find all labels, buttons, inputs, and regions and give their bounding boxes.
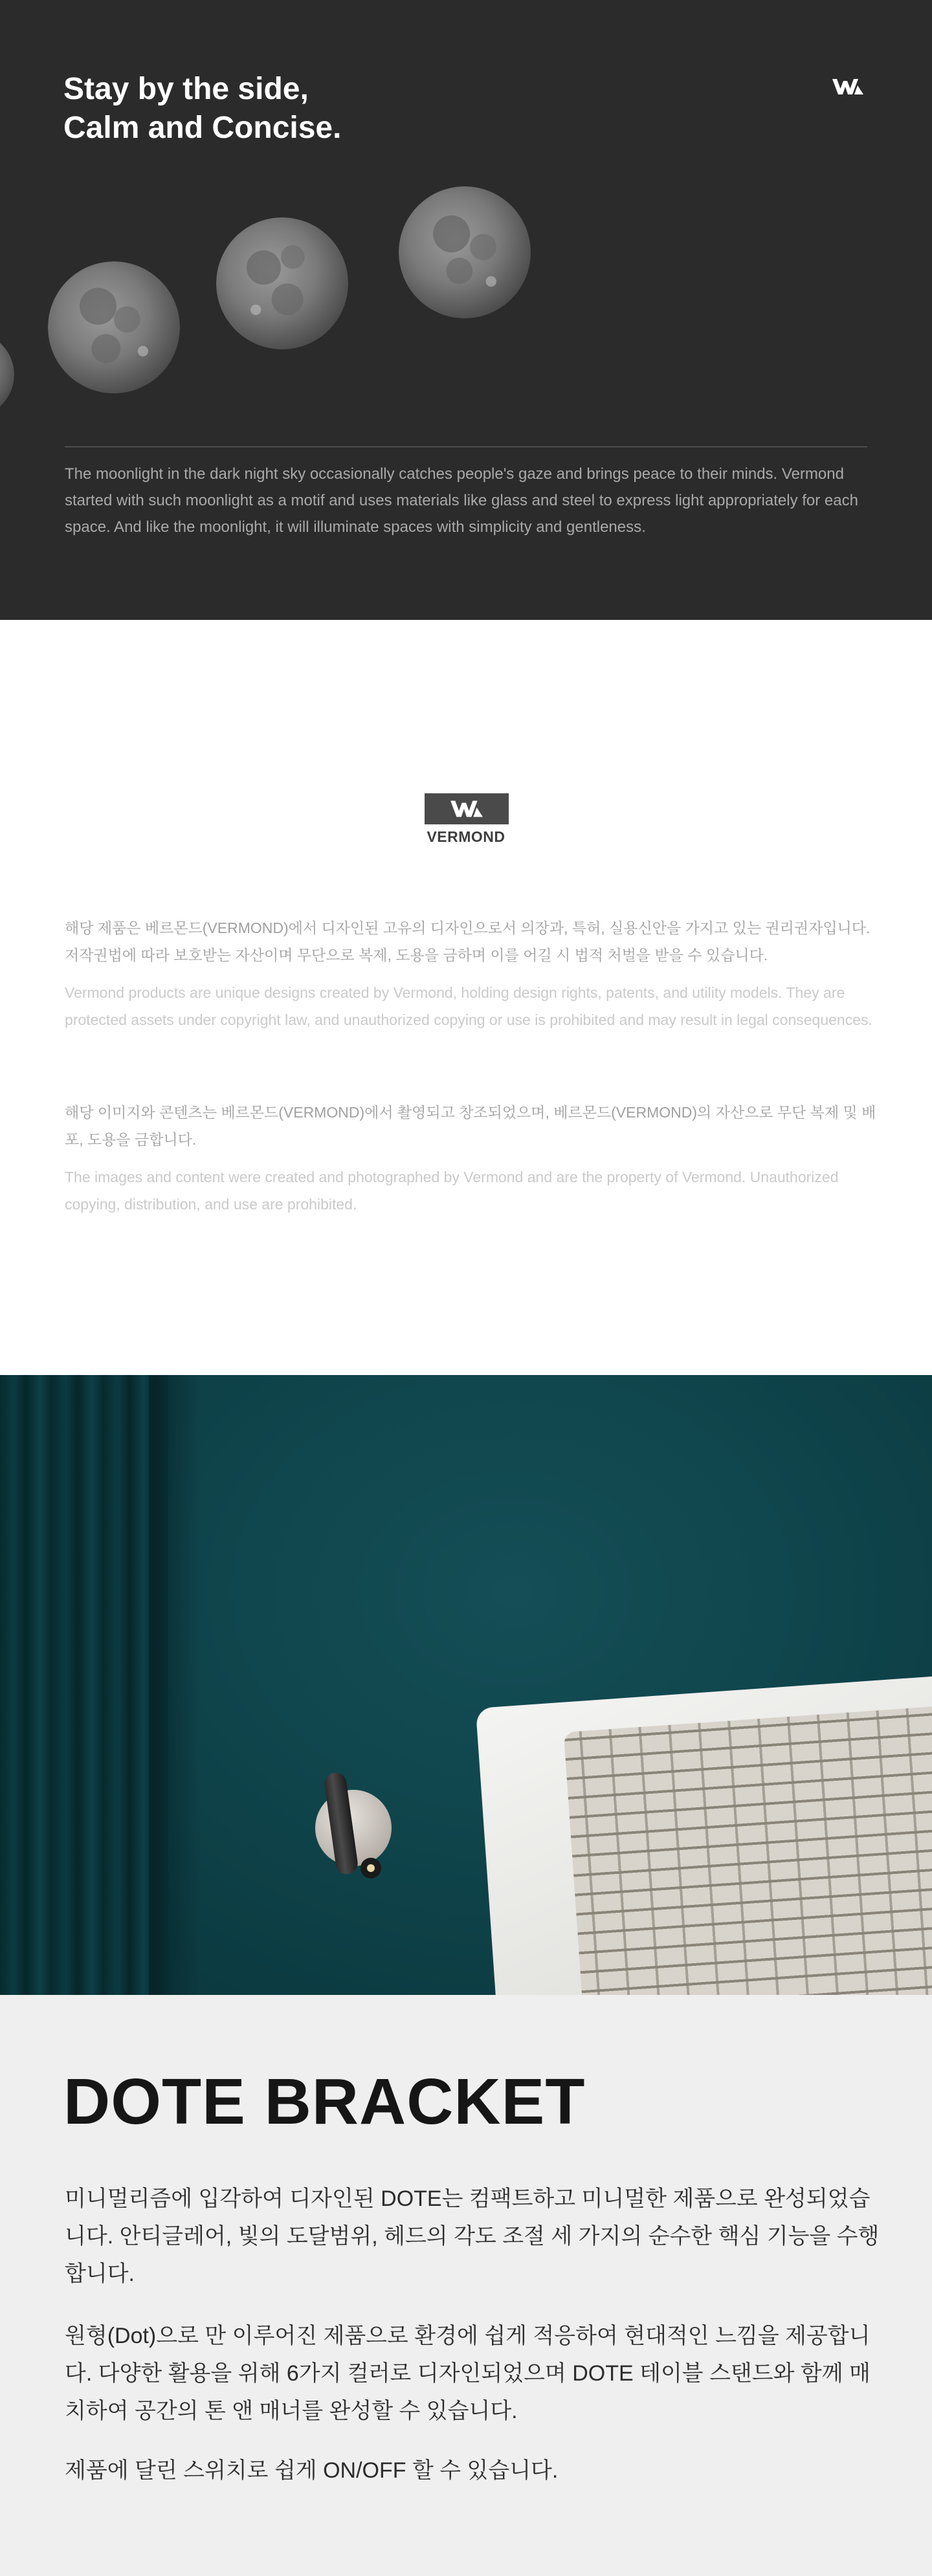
brand-name: VERMOND [427,828,505,845]
hero-tagline [63,70,341,148]
product-description-1: 미니멀리즘에 입각하여 디자인된 DOTE는 컴팩트하고 미니멀한 제품으로 완성되었습니다. 안티글레어, 빛의 도달범위, 헤드의 각도 조절 세 가지의 순수한 핵심 기능을 수행합니다. [65,2186,880,2286]
hero-tagline-line2: Calm and Concise. [63,111,342,145]
moon-image [399,186,531,318]
moon-image [48,261,180,393]
product-lifestyle-photo [0,1375,932,1995]
image-rights-text-en: The images and content were created and photographed by Vermond and are the property of Vermond. Unauthorized copying, distribution, and use are prohibited. [65,1169,839,1213]
pillow-front-image [564,1704,932,1995]
vermond-brand-mark-icon [425,793,509,824]
copyright-text-kr: 해당 제품은 베르몬드(VERMOND)에서 디자인된 고유의 디자인으로서 의장과, 특허, 실용신안을 가지고 있는 권리권자입니다. 저작권법에 따라 보호받는 자산이며 무단으로 복제, 도용을 금하며 이를 어길 시 법적 처벌을 받을 수 있습니다. [65,919,871,963]
hero-divider [65,446,867,447]
hero-section [0,0,932,620]
product-title: DOTE BRACKET [63,2065,586,2138]
image-rights-text-kr: 해당 이미지와 콘텐츠는 베르몬드(VERMOND)에서 촬영되고 창조되었으며, 베르몬드(VERMOND)의 자산으로 무단 복제 및 배포, 도용을 금합니다. [65,1104,876,1148]
copyright-text-en: Vermond products are unique designs created by Vermond, holding design rights, patents, and utility models. They are protected assets under copyright law, and unauthorized copying or use is prohibited and may result in legal consequences. [65,984,872,1028]
moon-image [0,332,14,417]
moon-image [216,217,348,349]
hero-tagline-line1: Stay by the side, [63,72,309,106]
product-info-section [0,1995,932,2576]
product-description-3: 제품에 달린 스위치로 쉽게 ON/OFF 할 수 있습니다. [65,2458,559,2483]
hero-description: The moonlight in the dark night sky occasionally catches people's gaze and brings peace to their minds. Vermond started with such moonlight as a motif and uses materials like glass and steel to express light appropriately for each space. And like the moonlight, it will illuminate spaces with simplicity and gentleness. [65,465,858,536]
curtain-image [0,1375,168,1995]
copyright-notice-section [0,620,932,1375]
wall-lamp-head [361,1858,381,1878]
product-description-2: 원형(Dot)으로 만 이루어진 제품으로 환경에 쉽게 적응하여 현대적인 느낌을 제공합니다. 다양한 활용을 위해 6가지 컬러로 디자인되었으며 DOTE 테이블 스탠드와 함께 매치하여 공간의 톤 앤 매너를 완성할 수 있습니다. [65,2324,871,2423]
vermond-logo-icon[interactable] [831,76,865,97]
